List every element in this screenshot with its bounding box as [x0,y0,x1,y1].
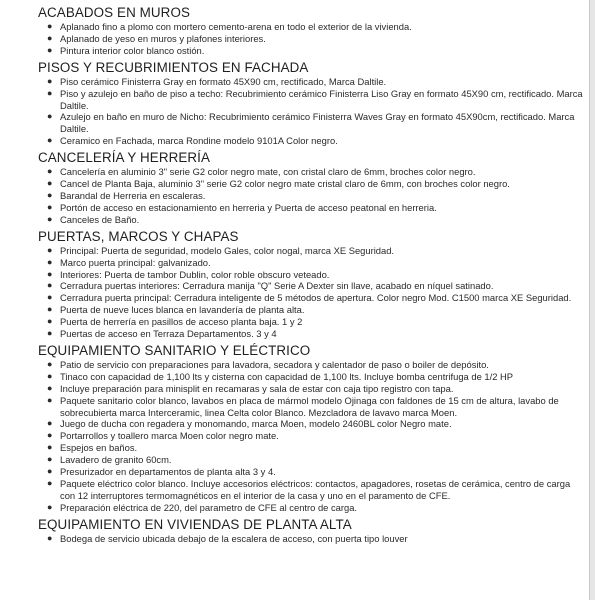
list-item-text: Puerta de nueve luces blanca en lavandería de planta alta. [60,304,305,316]
list-item-text: Paquete eléctrico color blanco. Incluye accesorios eléctricos: contactos, apagadores, rosetas de cerámica, centro de carga con 12 interruptores termomagnéticos en el interior de la casa y uno en el paramento de CFE. [60,478,571,501]
bullet-icon: ● [47,304,53,315]
list-item-text: Piso cerámico Finisterra Gray en formato 45X90 cm, rectificado, Marca Daltile. [60,75,387,87]
list-item [38,45,586,57]
section-title: EQUIPAMIENTO EN VIVIENDAS DE PLANTA ALTA [38,516,352,532]
list-item [38,442,586,454]
bullet-icon: ● [47,280,53,291]
bullet-icon: ● [47,201,53,212]
list-item-text: Puerta de herrería en pasillos de acceso planta baja. 1 y 2 [60,316,303,328]
list-item [38,245,586,257]
bullet-icon: ● [47,135,53,146]
list-item-text: Incluye preparación para minisplit en recamaras y sala de estar con caja tipo registro con tapa. [60,382,454,394]
list-item-text: Portarrollos y toallero marca Moen color negro mate. [60,430,279,442]
list-item [38,371,586,383]
bullet-icon: ● [47,442,53,453]
section-title: PISOS Y RECUBRIMIENTOS EN FACHADA [38,59,309,75]
list-item [38,478,586,502]
bullet-icon: ● [47,178,53,189]
section-list [38,245,586,340]
list-item-text: Principal: Puerta de seguridad, modelo Gales, color nogal, marca XE Seguridad. [60,244,395,256]
bullet-icon: ● [47,75,53,86]
list-item-text: Cerradura puertas interiores: Cerradura manija "Q" Serie A Dexter sin llave, acabado en níquel satinado. [60,280,494,292]
list-item [38,135,586,147]
bullet-icon: ● [47,466,53,477]
list-item-text: Lavadero de granito 60cm. [60,454,172,466]
list-item [38,76,586,88]
section-title: CANCELERÍA Y HERRERÍA [38,150,211,166]
list-item-text: Espejos en baños. [60,442,138,454]
section-title: ACABADOS EN MUROS [38,5,190,20]
list-item [38,21,586,33]
document-page [38,5,586,548]
list-item [38,178,586,190]
list-item-text: Cerradura puerta principal: Cerradura inteligente de 5 métodos de apertura. Color negro Mod. C1500 marca XE Seguridad. [60,292,572,304]
list-item-text: Pintura interior color blanco ostión. [60,44,205,56]
section-list [38,359,586,514]
bullet-icon: ● [47,328,53,339]
list-item-text: Canceles de Baño. [60,213,140,225]
bullet-icon: ● [47,394,53,405]
bullet-icon: ● [47,111,53,122]
list-item [38,418,586,430]
list-item [38,454,586,466]
page-edge [589,0,595,600]
list-item-text: Ceramico en Fachada, marca Rondine modelo 9101A Color negro. [60,135,338,147]
bullet-icon: ● [47,454,53,465]
list-item-text: Portón de acceso en estacionamiento en herreria y Puerta de acceso peatonal en herreria. [60,201,437,213]
list-item-text: Azulejo en baño en muro de Nicho: Recubrimiento cerámico Finisterra Waves Gray en formato 45X90cm, rectificado. Marca Daltile. [60,111,575,135]
list-item [38,269,586,281]
list-item-text: Piso y azulejo en baño de piso a techo: Recubrimiento cerámico Finisterra Liso Gray en formato 45X90 cm, rectificado. Marca Daltile. [60,87,583,111]
section-list [38,21,586,57]
list-item [38,190,586,202]
bullet-icon: ● [47,382,53,393]
bullet-icon: ● [47,430,53,441]
section-list [38,76,586,147]
list-item [38,383,586,395]
list-item-text: Paquete sanitario color blanco, lavabos en placa de mármol modelo Ojinaga con faldones de 15 cm de altura, lavabo de sobrecubierta marca Interceramic, linea Celta color Blanco. Mezcladora de lavavo marca Moen. [60,394,559,418]
bullet-icon: ● [47,256,53,267]
bullet-icon: ● [47,166,53,177]
list-item [38,202,586,214]
list-item [38,304,586,316]
list-item-text: Tinaco con capacidad de 1,100 lts y cisterna con capacidad de 1,100 lts. Incluye bomba centrifuga de 1/2 HP [60,370,514,382]
bullet-icon: ● [47,292,53,303]
list-item-text: Aplanado fino a plomo con mortero cemento-arena en todo el exterior de la vivienda. [60,21,412,32]
list-item-text: Puertas de acceso en Terraza Departamentos. 3 y 4 [60,328,277,340]
list-item-text: Presurizador en departamentos de planta alta 3 y 4. [60,466,276,478]
section-list [38,166,586,226]
section-list [38,533,586,545]
list-item [38,328,586,340]
list-item [38,359,586,371]
list-item-text: Marco puerta principal: galvanizado. [60,256,211,268]
list-item [38,257,586,269]
list-item-text: Bodega de servicio ubicada debajo de la escalera de acceso, con puerta tipo louver [60,532,408,544]
list-item-text: Preparación eléctrica de 220, del parametro de CFE al centro de carga. [60,501,358,513]
list-item [38,502,586,514]
bullet-icon: ● [47,532,53,543]
bullet-icon: ● [47,501,53,512]
list-item-text: Barandal de Herreria en escaleras. [60,189,206,201]
list-item-text: Aplanado de yeso en muros y plafones interiores. [60,32,266,44]
bullet-icon: ● [47,244,53,255]
section-title: EQUIPAMIENTO SANITARIO Y ELÉCTRICO [38,342,311,358]
list-item [38,214,586,226]
list-item [38,533,586,545]
list-item [38,33,586,45]
list-item [38,466,586,478]
bullet-icon: ● [47,370,53,381]
list-item-text: Juego de ducha con regadera y monomando, marca Moen, modelo 2460BL color Negro mate. [60,418,452,430]
bullet-icon: ● [47,21,53,31]
bullet-icon: ● [47,316,53,327]
list-item [38,166,586,178]
list-item [38,88,586,112]
list-item [38,430,586,442]
bullet-icon: ● [47,418,53,429]
bullet-icon: ● [47,268,53,279]
bullet-icon: ● [47,189,53,200]
list-item [38,292,586,304]
list-item-text: Cancel de Planta Baja, aluminio 3" serie G2 color negro mate cristal claro de 6mm, con broches color negro. [60,178,510,190]
bullet-icon: ● [47,44,53,55]
list-item [38,395,586,419]
list-item [38,280,586,292]
list-item [38,111,586,135]
bullet-icon: ● [47,213,53,224]
bullet-icon: ● [47,478,53,488]
section-title: PUERTAS, MARCOS Y CHAPAS [38,228,239,244]
bullet-icon: ● [47,32,53,43]
bullet-icon: ● [47,358,53,369]
list-item [38,316,586,328]
list-item-text: Cancelería en aluminio 3" serie G2 color negro mate, con cristal claro de 6mm, broches color negro. [60,166,476,178]
bullet-icon: ● [47,87,53,98]
list-item-text: Patio de servicio con preparaciones para lavadora, secadora y calentador de paso o boiler de depósito. [60,358,489,370]
list-item-text: Interiores: Puerta de tambor Dublin, color roble obscuro veteado. [60,268,330,280]
